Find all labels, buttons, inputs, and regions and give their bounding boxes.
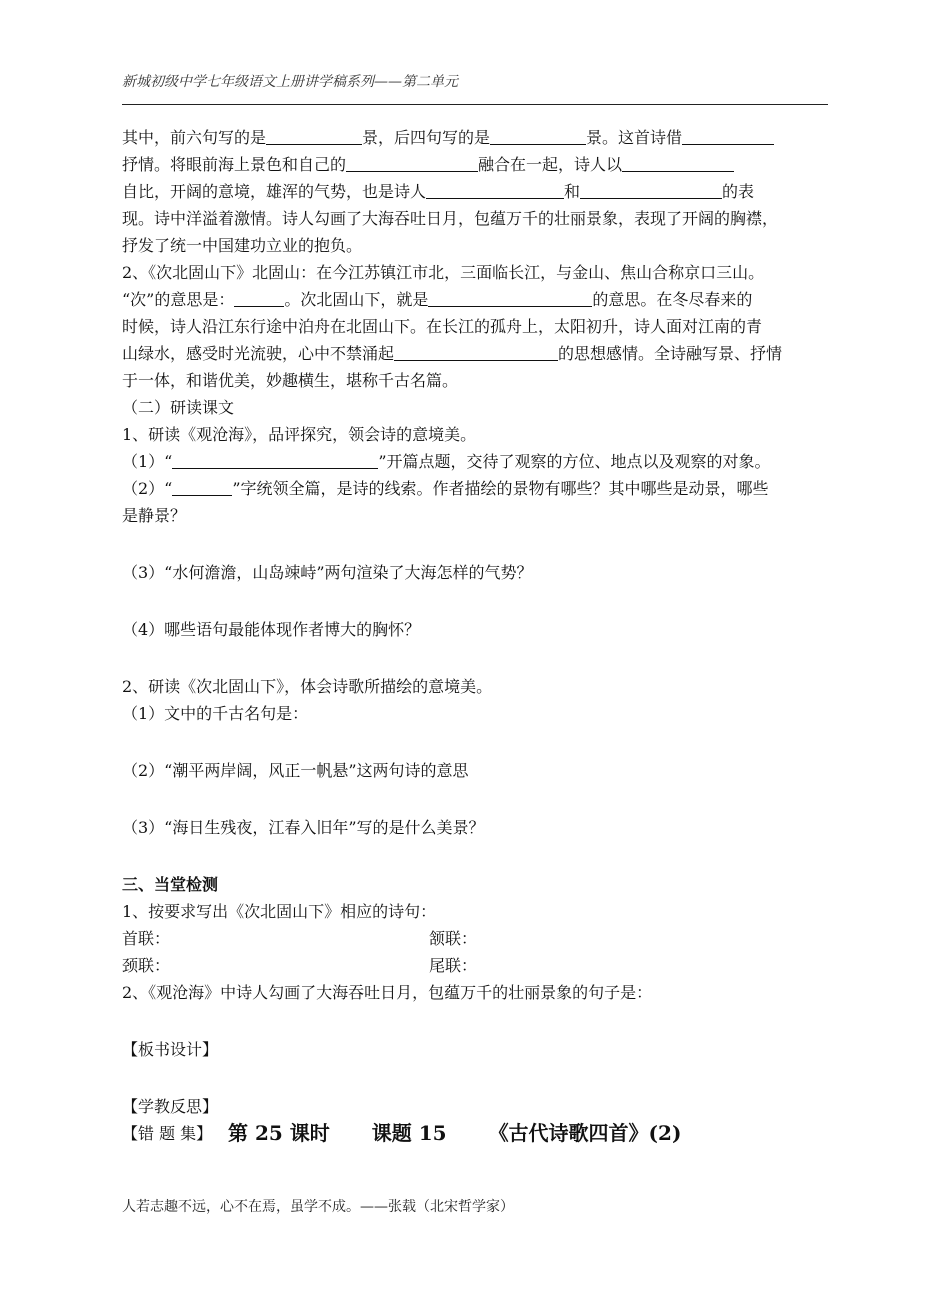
fill-blank[interactable] xyxy=(490,126,586,145)
fill-blank[interactable] xyxy=(682,126,774,145)
lesson-name: 《古代诗歌四首》(2) xyxy=(488,1121,682,1145)
paragraph2-line1: 2、《次北固山下》北固山：在今江苏镇江市北，三面临长江，与金山、焦山合称京口三山。 xyxy=(122,263,765,282)
check-item2: 2、《观沧海》中诗人勾画了大海吞吐日月，包蕴万千的壮丽景象的句子是： xyxy=(122,983,653,1002)
fill-blank[interactable] xyxy=(172,450,378,469)
fill-blank[interactable] xyxy=(234,288,284,307)
paragraph1-line2: 抒情。将眼前海上景色和自己的 融合在一起，诗人以 xyxy=(122,151,838,178)
study-question2: （2）“ ”字统领全篇，是诗的线索。作者描绘的景物有哪些？其中哪些是动景，哪些 xyxy=(122,479,769,498)
lesson-period: 第 25 课时 xyxy=(228,1121,330,1145)
paragraph2-line5: 于一体，和谐优美，妙趣横生，堪称千古名篇。 xyxy=(122,371,459,390)
study-question1: （1）“ ”开篇点题，交待了观察的方位、地点以及观察的对象。 xyxy=(122,452,771,471)
fill-blank[interactable] xyxy=(346,153,478,172)
errors-heading: 【错 题 集】 xyxy=(122,1124,213,1143)
paragraph2-line2: “次”的意思是： 。次北固山下，就是 的意思。在冬尽春来的 xyxy=(122,290,753,309)
fill-blank[interactable] xyxy=(426,180,564,199)
fill-blank[interactable] xyxy=(622,153,734,172)
section-check-heading: 三、当堂检测 xyxy=(122,875,219,894)
document-body xyxy=(122,124,838,1147)
paragraph1-line1: 其中，前六句写的是 景，后四句写的是 景。这首诗借 xyxy=(122,124,838,151)
fill-blank[interactable] xyxy=(428,288,592,307)
jinglian-label: 颈联： xyxy=(122,956,171,975)
fill-blank[interactable] xyxy=(172,477,232,496)
reflection-heading: 【学教反思】 xyxy=(122,1097,219,1116)
study-item1: 1、研读《观沧海》，品评探究，领会诗的意境美。 xyxy=(122,425,477,444)
paragraph2-line3: 时候，诗人沿江东行途中泊舟在北固山下。在长江的孤舟上，太阳初升，诗人面对江南的青 xyxy=(122,317,763,336)
shoulian-label: 首联： xyxy=(122,929,171,948)
study-question5: （1）文中的千古名句是： xyxy=(122,704,309,723)
study-question2-cont: 是静景？ xyxy=(122,506,187,525)
page-header: 新城初级中学七年级语文上册讲学稿系列——第二单元 xyxy=(122,74,458,90)
paragraph1-line3: 自比，开阔的意境，雄浑的气势，也是诗人 和 的表 xyxy=(122,182,755,201)
check-couplets-row1 xyxy=(122,925,838,952)
paragraph1-line5: 抒发了统一中国建功立业的抱负。 xyxy=(122,236,363,255)
footer-quote: 人若志趣不远，心不在焉，虽学不成。——张载（北宋哲学家） xyxy=(122,1199,514,1215)
hanlian-label: 颔联： xyxy=(429,929,478,948)
fill-blank[interactable] xyxy=(394,342,558,361)
section-study-heading: （二）研读课文 xyxy=(122,398,235,417)
study-question6: （2）“潮平两岸阔，风正一帆悬”这两句诗的意思 xyxy=(122,761,469,780)
study-question3: （3）“水何澹澹，山岛竦峙”两句渲染了大海怎样的气势？ xyxy=(122,563,533,582)
check-item1: 1、按要求写出《次北固山下》相应的诗句： xyxy=(122,902,437,921)
paragraph2-line4: 山绿水，感受时光流驶，心中不禁涌起 的思想感情。全诗融写景、抒情 xyxy=(122,344,783,363)
study-item2: 2、研读《次北固山下》，体会诗歌所描绘的意境美。 xyxy=(122,677,493,696)
fill-blank[interactable] xyxy=(580,180,722,199)
lesson-title xyxy=(228,1117,828,1146)
fill-blank[interactable] xyxy=(266,126,362,145)
paragraph1-line4: 现。诗中洋溢着激情。诗人勾画了大海吞吐日月，包蕴万千的壮丽景象，表现了开阔的胸襟， xyxy=(122,209,779,228)
study-question4: （4）哪些语句最能体现作者博大的胸怀？ xyxy=(122,620,421,639)
board-design-heading: 【板书设计】 xyxy=(122,1040,219,1059)
check-couplets-row2 xyxy=(122,952,838,979)
study-question7: （3）“海日生残夜，江春入旧年”写的是什么美景？ xyxy=(122,818,485,837)
weilian-label: 尾联： xyxy=(429,956,478,975)
lesson-topic: 课题 15 xyxy=(371,1121,447,1145)
header-divider xyxy=(122,104,828,105)
